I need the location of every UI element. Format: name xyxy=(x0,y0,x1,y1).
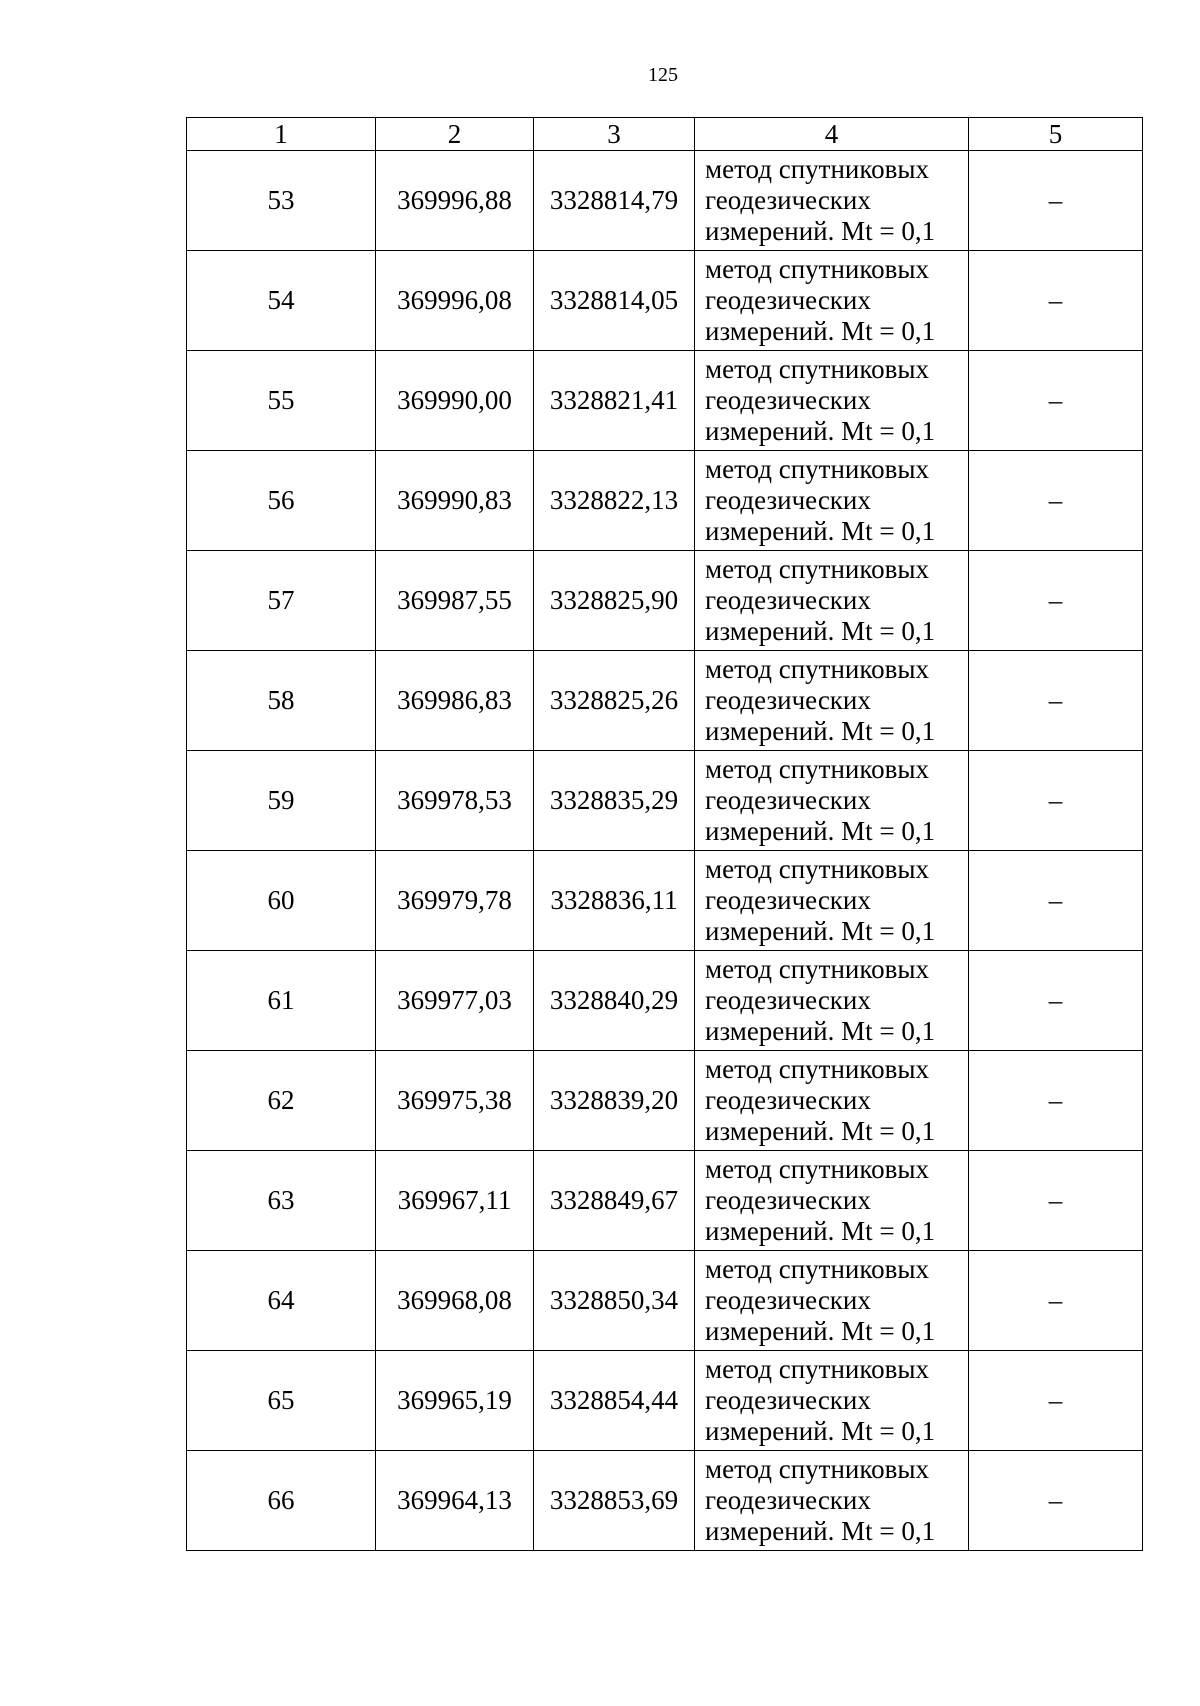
method-line: измерений. Mt = 0,1 xyxy=(705,916,936,946)
col5-note-cell: – xyxy=(969,251,1143,351)
method-cell xyxy=(695,1351,969,1451)
method-cell xyxy=(695,251,969,351)
page-number: 125 xyxy=(648,64,678,86)
method-line: метод спутниковых xyxy=(705,754,929,784)
table-row xyxy=(187,1051,1143,1151)
col5-note-cell: – xyxy=(969,651,1143,751)
point-number-cell: 55 xyxy=(187,351,376,451)
point-number-cell: 65 xyxy=(187,1351,376,1451)
method-line: геодезических xyxy=(705,1185,871,1215)
table-row xyxy=(187,351,1143,451)
column-header-3: 3 xyxy=(534,118,695,151)
col2-value-cell: 369977,03 xyxy=(376,951,534,1051)
method-line: метод спутниковых xyxy=(705,1054,929,1084)
col2-value-cell: 369968,08 xyxy=(376,1251,534,1351)
point-number-cell: 58 xyxy=(187,651,376,751)
col2-value-cell: 369964,13 xyxy=(376,1451,534,1551)
method-line: измерений. Mt = 0,1 xyxy=(705,1416,936,1446)
col3-value-cell: 3328825,26 xyxy=(534,651,695,751)
table-row xyxy=(187,1251,1143,1351)
table-row xyxy=(187,1351,1143,1451)
col5-note-cell: – xyxy=(969,551,1143,651)
method-line: измерений. Mt = 0,1 xyxy=(705,816,936,846)
col2-value-cell: 369996,08 xyxy=(376,251,534,351)
method-line: измерений. Mt = 0,1 xyxy=(705,1216,936,1246)
col3-value-cell: 3328814,79 xyxy=(534,151,695,251)
method-cell xyxy=(695,151,969,251)
col2-value-cell: 369986,83 xyxy=(376,651,534,751)
method-line: метод спутниковых xyxy=(705,854,929,884)
method-line: измерений. Mt = 0,1 xyxy=(705,1016,936,1046)
column-header-5: 5 xyxy=(969,118,1143,151)
method-line: измерений. Mt = 0,1 xyxy=(705,1516,936,1546)
method-line: метод спутниковых xyxy=(705,1454,929,1484)
point-number-cell: 64 xyxy=(187,1251,376,1351)
table-row xyxy=(187,751,1143,851)
method-cell xyxy=(695,1451,969,1551)
column-header-1: 1 xyxy=(187,118,376,151)
method-line: геодезических xyxy=(705,785,871,815)
col3-value-cell: 3328854,44 xyxy=(534,1351,695,1451)
method-line: геодезических xyxy=(705,885,871,915)
table-row xyxy=(187,1451,1143,1551)
col3-value-cell: 3328850,34 xyxy=(534,1251,695,1351)
col5-note-cell: – xyxy=(969,751,1143,851)
point-number-cell: 61 xyxy=(187,951,376,1051)
method-line: геодезических xyxy=(705,385,871,415)
method-line: геодезических xyxy=(705,685,871,715)
method-line: геодезических xyxy=(705,285,871,315)
method-cell xyxy=(695,551,969,651)
table-row xyxy=(187,851,1143,951)
point-number-cell: 62 xyxy=(187,1051,376,1151)
col2-value-cell: 369990,00 xyxy=(376,351,534,451)
method-cell xyxy=(695,1251,969,1351)
table-row xyxy=(187,1151,1143,1251)
method-cell xyxy=(695,951,969,1051)
col3-value-cell: 3328814,05 xyxy=(534,251,695,351)
col5-note-cell: – xyxy=(969,951,1143,1051)
method-line: метод спутниковых xyxy=(705,454,929,484)
column-header-4: 4 xyxy=(695,118,969,151)
method-cell xyxy=(695,751,969,851)
table-body xyxy=(187,118,1143,1551)
method-line: геодезических xyxy=(705,485,871,515)
col3-value-cell: 3328835,29 xyxy=(534,751,695,851)
col3-value-cell: 3328821,41 xyxy=(534,351,695,451)
method-cell xyxy=(695,1051,969,1151)
coordinates-table xyxy=(186,117,1143,1551)
method-line: метод спутниковых xyxy=(705,1354,929,1384)
method-line: метод спутниковых xyxy=(705,954,929,984)
table-row xyxy=(187,651,1143,751)
method-cell xyxy=(695,451,969,551)
col5-note-cell: – xyxy=(969,1451,1143,1551)
method-line: геодезических xyxy=(705,1485,871,1515)
method-line: геодезических xyxy=(705,1385,871,1415)
method-line: метод спутниковых xyxy=(705,354,929,384)
method-line: метод спутниковых xyxy=(705,154,929,184)
table-row xyxy=(187,551,1143,651)
col5-note-cell: – xyxy=(969,1051,1143,1151)
point-number-cell: 53 xyxy=(187,151,376,251)
method-line: метод спутниковых xyxy=(705,1154,929,1184)
method-line: измерений. Mt = 0,1 xyxy=(705,716,936,746)
col5-note-cell: – xyxy=(969,1251,1143,1351)
col2-value-cell: 369975,38 xyxy=(376,1051,534,1151)
col3-value-cell: 3328849,67 xyxy=(534,1151,695,1251)
table-row xyxy=(187,151,1143,251)
method-line: измерений. Mt = 0,1 xyxy=(705,216,936,246)
method-line: измерений. Mt = 0,1 xyxy=(705,316,936,346)
table-header-row xyxy=(187,118,1143,151)
method-line: метод спутниковых xyxy=(705,654,929,684)
point-number-cell: 60 xyxy=(187,851,376,951)
col3-value-cell: 3328840,29 xyxy=(534,951,695,1051)
col2-value-cell: 369965,19 xyxy=(376,1351,534,1451)
table-row xyxy=(187,951,1143,1051)
col2-value-cell: 369987,55 xyxy=(376,551,534,651)
method-line: измерений. Mt = 0,1 xyxy=(705,1316,936,1346)
column-header-2: 2 xyxy=(376,118,534,151)
col2-value-cell: 369978,53 xyxy=(376,751,534,851)
method-cell xyxy=(695,651,969,751)
point-number-cell: 54 xyxy=(187,251,376,351)
method-line: геодезических xyxy=(705,585,871,615)
col3-value-cell: 3328853,69 xyxy=(534,1451,695,1551)
method-cell xyxy=(695,1151,969,1251)
method-cell xyxy=(695,351,969,451)
col5-note-cell: – xyxy=(969,851,1143,951)
col2-value-cell: 369979,78 xyxy=(376,851,534,951)
point-number-cell: 57 xyxy=(187,551,376,651)
method-line: геодезических xyxy=(705,1085,871,1115)
col2-value-cell: 369996,88 xyxy=(376,151,534,251)
method-line: измерений. Mt = 0,1 xyxy=(705,516,936,546)
method-line: геодезических xyxy=(705,985,871,1015)
col5-note-cell: – xyxy=(969,351,1143,451)
point-number-cell: 56 xyxy=(187,451,376,551)
method-line: измерений. Mt = 0,1 xyxy=(705,1116,936,1146)
method-line: измерений. Mt = 0,1 xyxy=(705,416,936,446)
method-line: геодезических xyxy=(705,185,871,215)
method-line: метод спутниковых xyxy=(705,554,929,584)
col3-value-cell: 3328836,11 xyxy=(534,851,695,951)
method-line: измерений. Mt = 0,1 xyxy=(705,616,936,646)
method-line: геодезических xyxy=(705,1285,871,1315)
col5-note-cell: – xyxy=(969,151,1143,251)
col3-value-cell: 3328825,90 xyxy=(534,551,695,651)
col3-value-cell: 3328822,13 xyxy=(534,451,695,551)
col3-value-cell: 3328839,20 xyxy=(534,1051,695,1151)
table-row xyxy=(187,451,1143,551)
method-line: метод спутниковых xyxy=(705,1254,929,1284)
table-row xyxy=(187,251,1143,351)
method-line: метод спутниковых xyxy=(705,254,929,284)
col5-note-cell: – xyxy=(969,451,1143,551)
method-cell xyxy=(695,851,969,951)
point-number-cell: 63 xyxy=(187,1151,376,1251)
col5-note-cell: – xyxy=(969,1351,1143,1451)
col5-note-cell: – xyxy=(969,1151,1143,1251)
col2-value-cell: 369990,83 xyxy=(376,451,534,551)
col2-value-cell: 369967,11 xyxy=(376,1151,534,1251)
point-number-cell: 66 xyxy=(187,1451,376,1551)
point-number-cell: 59 xyxy=(187,751,376,851)
